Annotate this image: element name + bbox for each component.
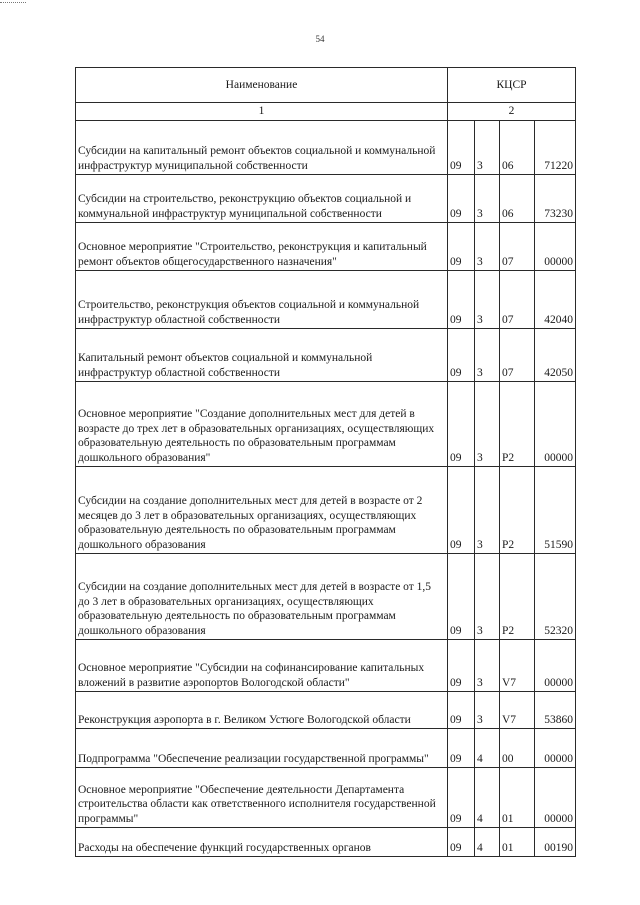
row-program-code: 09	[448, 329, 475, 382]
row-activity-code: 00	[500, 729, 535, 768]
row-name-cell: Субсидии на создание дополнительных мест для детей в возрасте от 2 месяцев до 3 лет в образовательных организациях, осуществляющих образовательную деятельность по образовательным программам дошкольного образования	[76, 467, 448, 554]
table-row	[76, 121, 576, 175]
row-subprogram-code: 3	[475, 554, 500, 640]
row-name-cell: Подпрограмма "Обеспечение реализации государственной программы"	[76, 729, 448, 768]
row-direction-code: 00000	[535, 640, 576, 692]
index-col-2: 2	[448, 103, 576, 121]
row-name-cell: Основное мероприятие "Создание дополнительных мест для детей в возрасте до трех лет в образовательных организациях, осуществляющих образовательную деятельность по образовательным программам дошкольного образования"	[76, 382, 448, 467]
row-subprogram-code: 3	[475, 640, 500, 692]
row-subprogram-code: 3	[475, 121, 500, 175]
row-program-code: 09	[448, 223, 475, 271]
row-direction-code: 51590	[535, 467, 576, 554]
row-program-code: 09	[448, 175, 475, 223]
row-name-cell: Субсидии на строительство, реконструкцию объектов социальной и коммунальной инфраструктур муниципальной собственности	[76, 175, 448, 223]
row-program-code: 09	[448, 271, 475, 329]
row-program-code: 09	[448, 692, 475, 729]
row-direction-code: 53860	[535, 692, 576, 729]
row-direction-code: 42040	[535, 271, 576, 329]
row-activity-code: P2	[500, 554, 535, 640]
table-row	[76, 382, 576, 467]
table-row	[76, 271, 576, 329]
header-name: Наименование	[76, 68, 448, 103]
table-row	[76, 175, 576, 223]
row-program-code: 09	[448, 640, 475, 692]
row-activity-code: 07	[500, 223, 535, 271]
table-row	[76, 828, 576, 857]
header-row	[76, 68, 576, 103]
row-direction-code: 00190	[535, 828, 576, 857]
table-row	[76, 729, 576, 768]
row-activity-code: P2	[500, 467, 535, 554]
row-activity-code: 07	[500, 271, 535, 329]
row-direction-code: 73230	[535, 175, 576, 223]
row-name-cell: Субсидии на создание дополнительных мест для детей в возрасте от 1,5 до 3 лет в образовательных организациях, осуществляющих образовательную деятельность по образовательным программам дошкольного образования	[76, 554, 448, 640]
row-subprogram-code: 3	[475, 382, 500, 467]
row-direction-code: 00000	[535, 768, 576, 828]
table-row	[76, 692, 576, 729]
row-program-code: 09	[448, 121, 475, 175]
row-program-code: 09	[448, 768, 475, 828]
row-program-code: 09	[448, 382, 475, 467]
row-name-cell: Реконструкция аэропорта в г. Великом Устюге Вологодской области	[76, 692, 448, 729]
row-subprogram-code: 4	[475, 828, 500, 857]
row-activity-code: 06	[500, 175, 535, 223]
row-activity-code: 06	[500, 121, 535, 175]
row-subprogram-code: 4	[475, 729, 500, 768]
kcsr-table	[75, 67, 576, 857]
row-name-cell: Основное мероприятие "Строительство, реконструкция и капитальный ремонт объектов общегосударственного назначения"	[76, 223, 448, 271]
page-number: 54	[315, 34, 325, 44]
row-direction-code: 00000	[535, 382, 576, 467]
row-direction-code: 42050	[535, 329, 576, 382]
row-subprogram-code: 3	[475, 271, 500, 329]
table-row	[76, 554, 576, 640]
row-activity-code: P2	[500, 382, 535, 467]
row-subprogram-code: 3	[475, 467, 500, 554]
table-row	[76, 467, 576, 554]
row-program-code: 09	[448, 467, 475, 554]
row-name-cell: Расходы на обеспечение функций государственных органов	[76, 828, 448, 857]
row-activity-code: V7	[500, 640, 535, 692]
row-subprogram-code: 3	[475, 223, 500, 271]
index-col-1: 1	[76, 103, 448, 121]
header-kcsr: КЦСР	[448, 68, 576, 103]
row-activity-code: V7	[500, 692, 535, 729]
row-activity-code: 07	[500, 329, 535, 382]
index-row	[76, 103, 576, 121]
row-name-cell: Капитальный ремонт объектов социальной и коммунальной инфраструктур областной собственности	[76, 329, 448, 382]
row-name-cell: Основное мероприятие "Обеспечение деятельности Департамента строительства области как ответственного исполнителя государственной программы"	[76, 768, 448, 828]
table-row	[76, 329, 576, 382]
row-direction-code: 52320	[535, 554, 576, 640]
row-direction-code: 71220	[535, 121, 576, 175]
row-activity-code: 01	[500, 828, 535, 857]
row-name-cell: Субсидии на капитальный ремонт объектов социальной и коммунальной инфраструктур муниципальной собственности	[76, 121, 448, 175]
row-subprogram-code: 3	[475, 692, 500, 729]
row-program-code: 09	[448, 828, 475, 857]
row-activity-code: 01	[500, 768, 535, 828]
table-row	[76, 640, 576, 692]
row-name-cell: Основное мероприятие "Субсидии на софинансирование капитальных вложений в развитие аэропортов Вологодской области"	[76, 640, 448, 692]
row-program-code: 09	[448, 554, 475, 640]
row-name-cell: Строительство, реконструкция объектов социальной и коммунальной инфраструктур областной собственности	[76, 271, 448, 329]
row-subprogram-code: 3	[475, 175, 500, 223]
table-row	[76, 768, 576, 828]
table-row	[76, 223, 576, 271]
row-direction-code: 00000	[535, 729, 576, 768]
scan-edge-mark	[0, 2, 26, 3]
row-program-code: 09	[448, 729, 475, 768]
row-subprogram-code: 3	[475, 329, 500, 382]
row-direction-code: 00000	[535, 223, 576, 271]
row-subprogram-code: 4	[475, 768, 500, 828]
